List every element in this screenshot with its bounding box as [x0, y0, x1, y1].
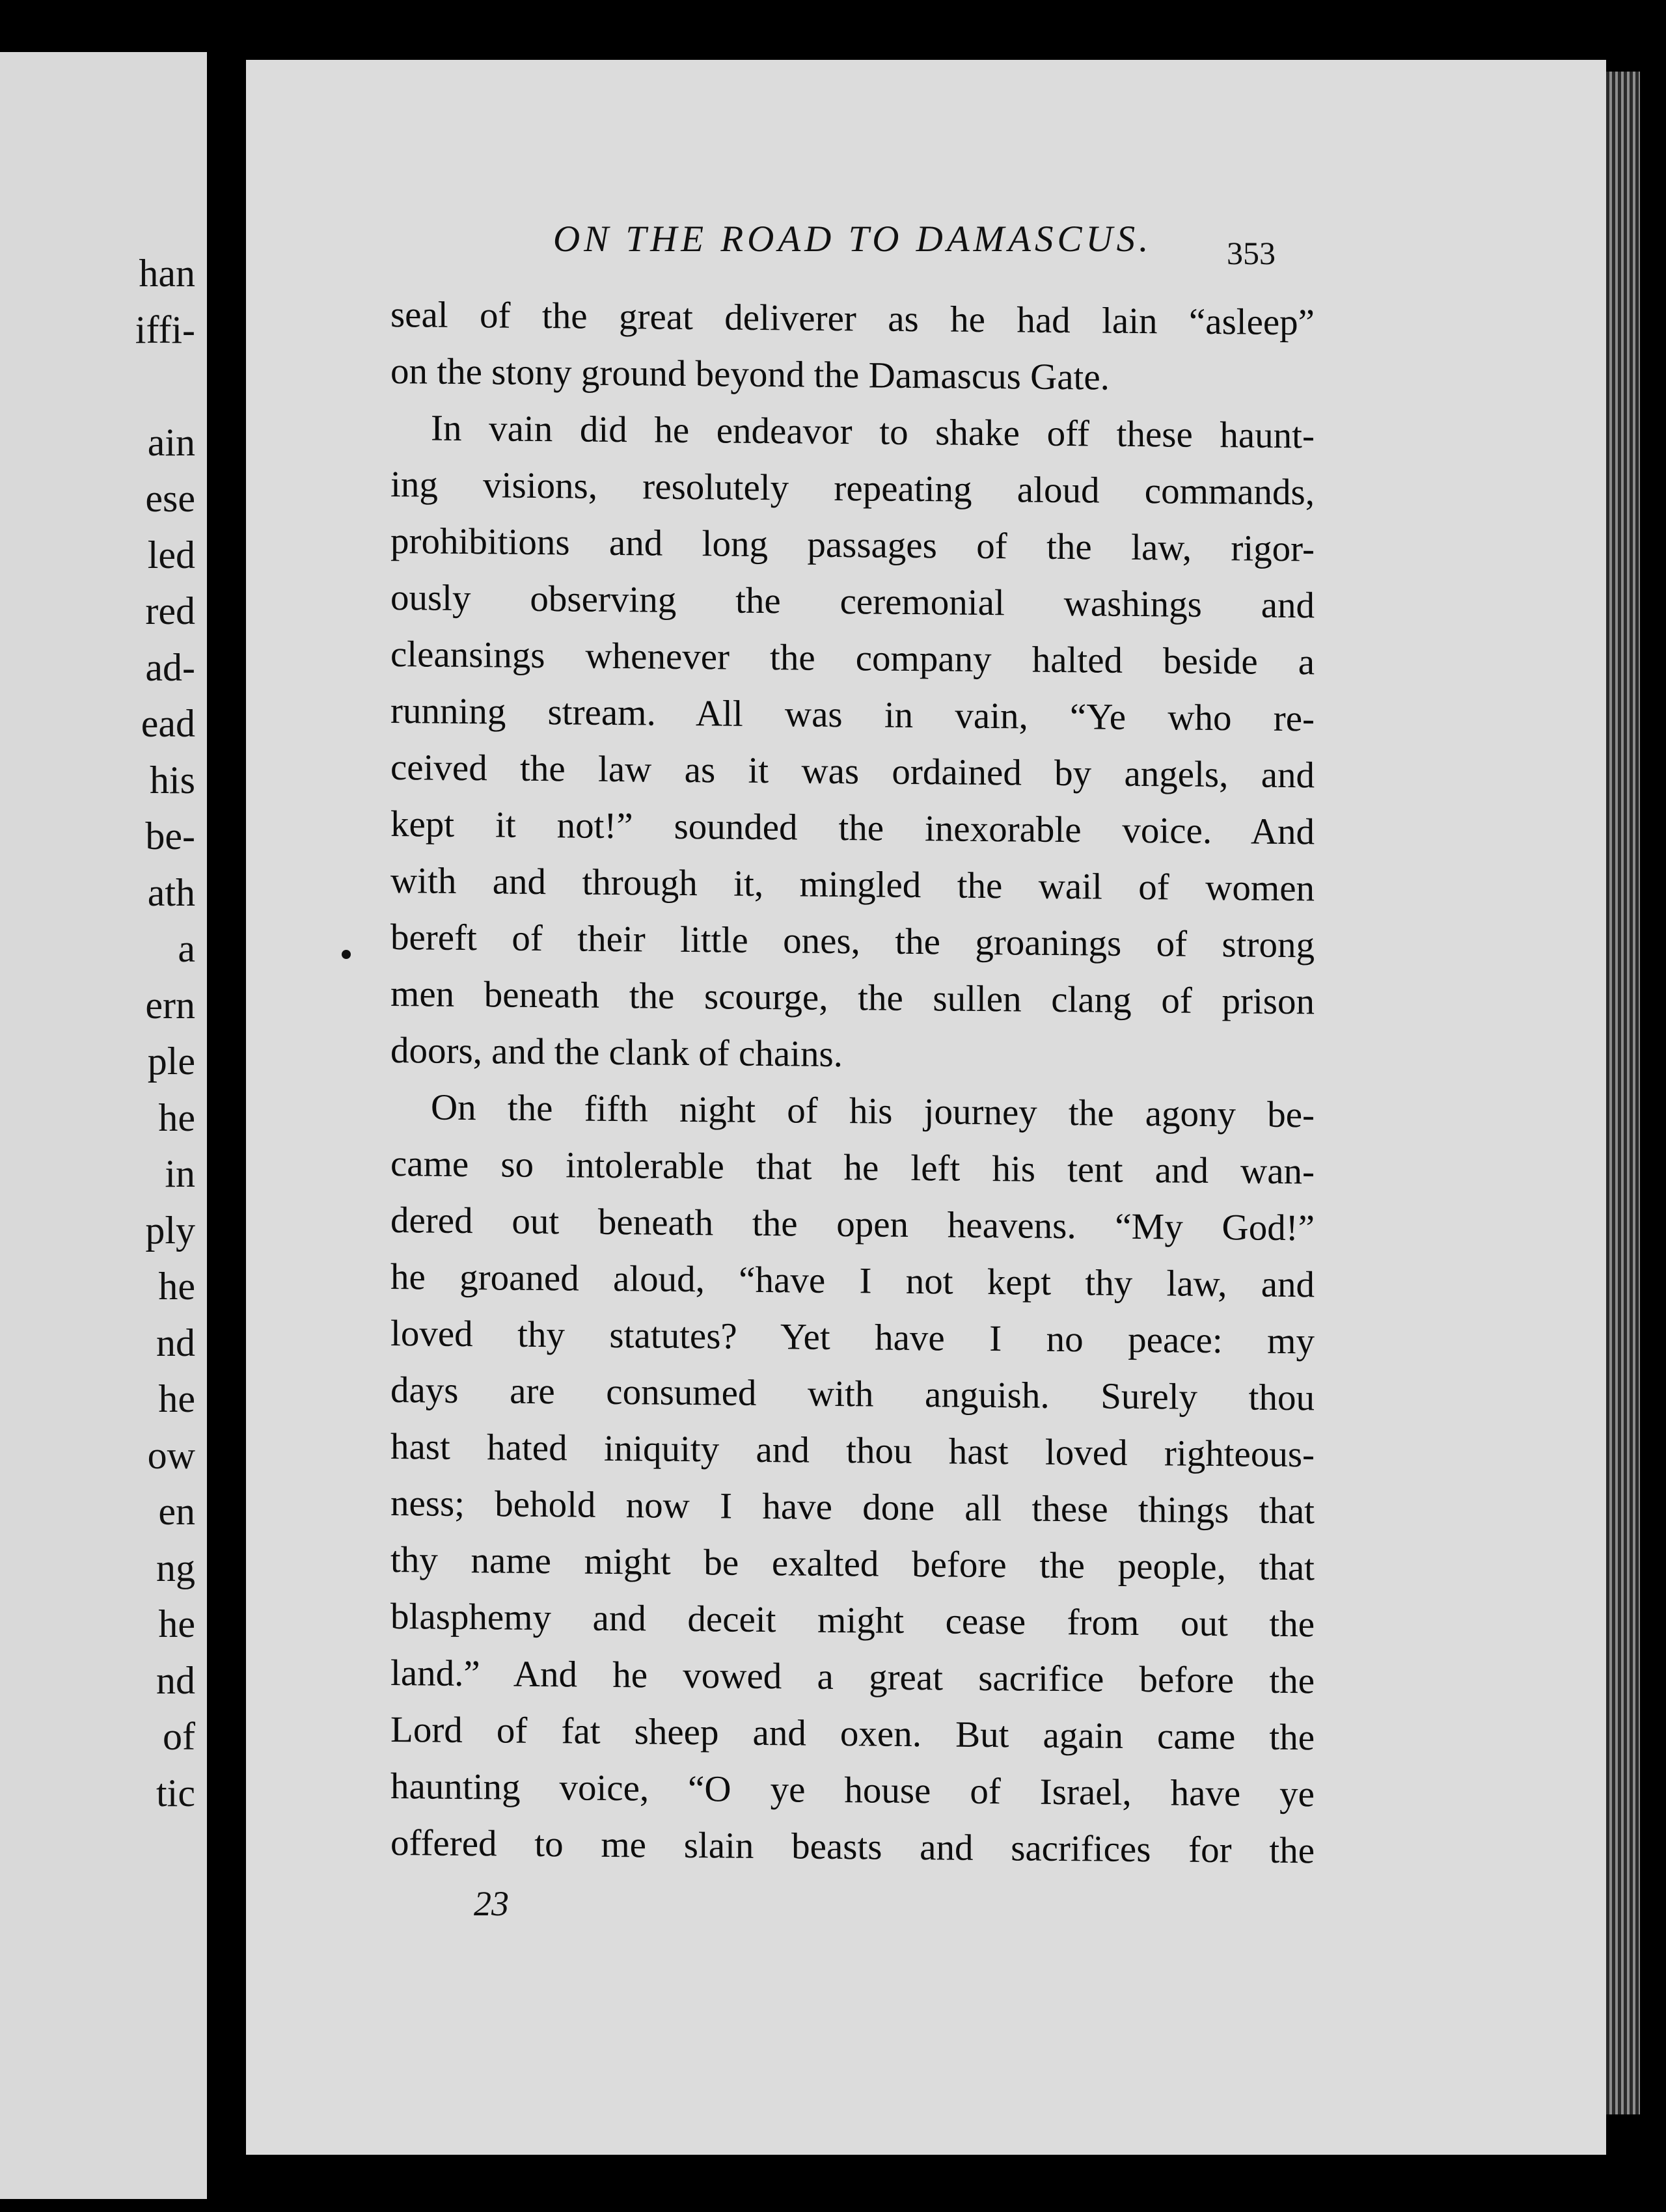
- left-page-fragment: be-: [145, 815, 195, 857]
- left-page-fragment: red: [145, 589, 195, 632]
- left-page-fragment: nd: [156, 1321, 195, 1364]
- text-line: ously observing the ceremonial washings and: [390, 577, 1315, 627]
- text-line: seal of the great deliverer as he had lain “asleep”: [390, 294, 1315, 344]
- left-page-fragment: he: [158, 1377, 195, 1420]
- left-page-fragment: he: [158, 1265, 195, 1308]
- page-edge: [1606, 72, 1640, 2114]
- text-line: days are consumed with anguish. Surely thou: [390, 1369, 1315, 1419]
- text-line: ness; behold now I have done all these things that: [390, 1483, 1315, 1532]
- left-page-fragment: in: [165, 1152, 195, 1195]
- signature-mark: 23: [474, 1884, 509, 1923]
- page-number: 353: [1227, 235, 1276, 271]
- text-line: land.” And he vowed a great sacrifice before the: [390, 1652, 1315, 1702]
- left-page-fragment: nd: [156, 1658, 195, 1702]
- text-line: Lord of fat sheep and oxen. But again came the: [390, 1709, 1315, 1759]
- text-line: bereft of their little ones, the groanings of strong: [390, 917, 1315, 966]
- left-page-fragment: ead: [141, 702, 195, 745]
- body-text: [390, 286, 1315, 1879]
- text-line: On the fifth night of his journey the agony be-: [431, 1086, 1315, 1136]
- left-page-fragment: ow: [147, 1433, 195, 1477]
- left-page-fragment: ply: [145, 1208, 195, 1252]
- text-line: haunting voice, “O ye house of Israel, have ye: [390, 1766, 1315, 1815]
- text-line: thy name might be exalted before the people, that: [390, 1539, 1315, 1589]
- text-line: men beneath the scourge, the sullen clang of prison: [390, 973, 1315, 1023]
- left-page-fragment: ple: [147, 1040, 195, 1083]
- text-line: came so intolerable that he left his tent and wan-: [390, 1143, 1315, 1193]
- left-page-fragment: he: [158, 1096, 195, 1139]
- ink-speck: [342, 950, 351, 959]
- left-page-fragment: his: [149, 758, 195, 802]
- running-head: ON THE ROAD TO DAMASCUS.: [553, 219, 1153, 260]
- left-page-fragment: ern: [145, 983, 195, 1027]
- left-page-fragment: han: [139, 252, 195, 295]
- text-line: ceived the law as it was ordained by angels, and: [390, 747, 1315, 796]
- paragraph: [390, 1079, 1315, 1879]
- left-page-fragment: he: [158, 1602, 195, 1645]
- facing-page: [0, 52, 207, 2199]
- text-line: with and through it, mingled the wail of women: [390, 860, 1315, 910]
- text-line: In vain did he endeavor to shake off these haunt-: [431, 407, 1315, 457]
- left-page-fragment: ain: [147, 420, 195, 464]
- text-line: blasphemy and deceit might cease from out the: [390, 1596, 1315, 1645]
- left-page-fragment: ad-: [145, 645, 195, 689]
- left-page-fragment: ese: [145, 477, 195, 520]
- text-line: cleansings whenever the company halted beside a: [390, 634, 1315, 683]
- text-line: dered out beneath the open heavens. “My God!”: [390, 1200, 1315, 1249]
- text-line: hast hated iniquity and thou hast loved righteous-: [390, 1426, 1315, 1476]
- left-page-fragment: ng: [156, 1546, 195, 1589]
- paragraph: [390, 286, 1315, 407]
- paragraph: [390, 399, 1315, 1086]
- text-line: running stream. All was in vain, “Ye who re-: [390, 690, 1315, 740]
- left-page-fragment: ath: [147, 870, 195, 914]
- text-line: loved thy statutes? Yet have I no peace: my: [390, 1313, 1315, 1362]
- left-page-fragment: of: [163, 1715, 195, 1758]
- text-line: offered to me slain beasts and sacrifices for the: [390, 1822, 1315, 1872]
- left-page-fragment: en: [158, 1490, 195, 1533]
- text-line: prohibitions and long passages of the law, rigor-: [390, 520, 1315, 570]
- text-line: kept it not!” sounded the inexorable voice. And: [390, 803, 1315, 853]
- text-line: ing visions, resolutely repeating aloud commands,: [390, 464, 1315, 513]
- left-page-fragment: tic: [156, 1771, 195, 1814]
- left-page-fragment: led: [147, 533, 195, 576]
- left-page-fragment: iffi-: [135, 308, 195, 351]
- text-line: doors, and the clank of chains.: [390, 1030, 843, 1075]
- left-page-fragment: a: [178, 927, 195, 970]
- text-line: on the stony ground beyond the Damascus Gate.: [390, 351, 1110, 398]
- text-line: he groaned aloud, “have I not kept thy law, and: [390, 1256, 1315, 1306]
